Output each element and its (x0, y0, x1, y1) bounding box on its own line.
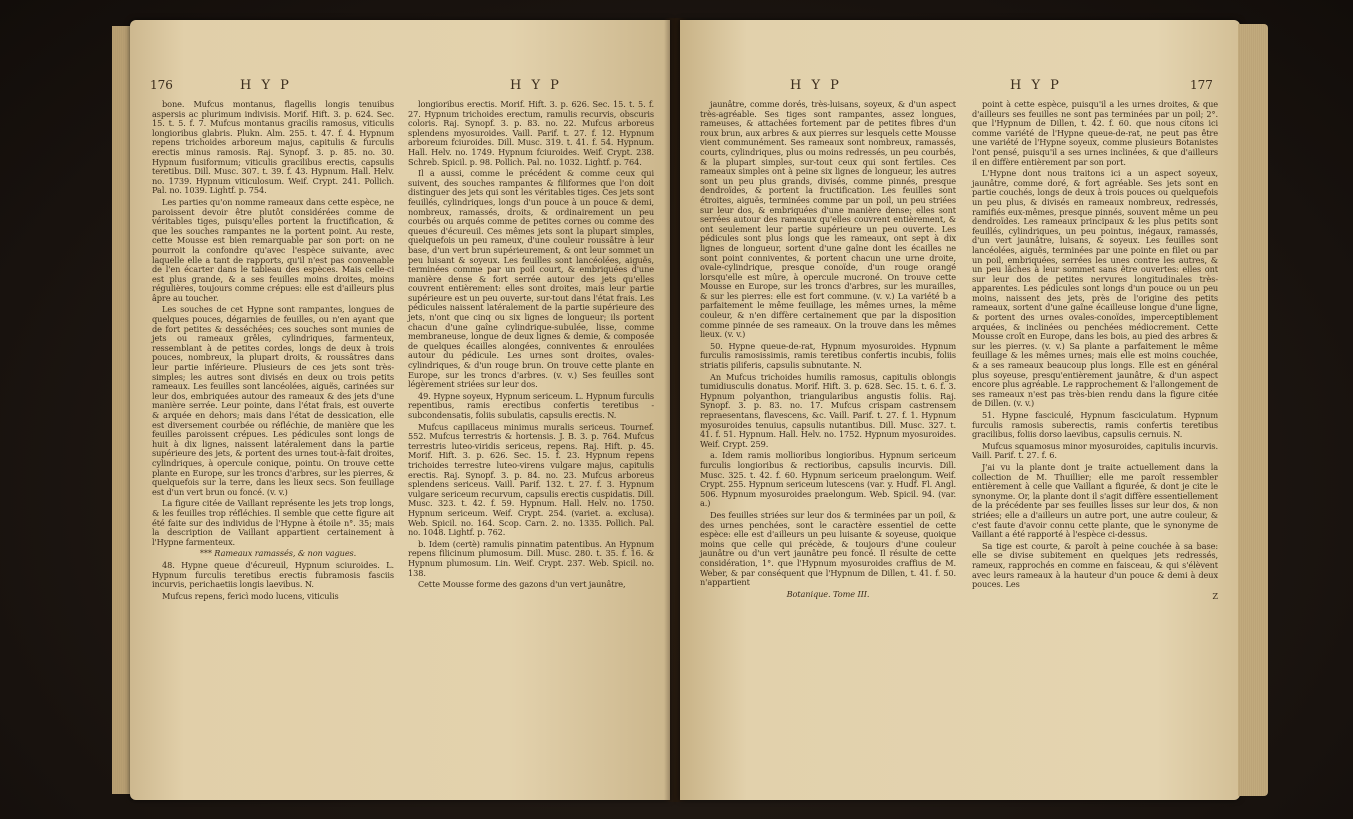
paragraph: Les souches de cet Hypne sont rampantes, longues de quelques pouces, dégarnies de feuilles, ou n'en ayant que de fort petites & desséchées; ces souches sont munies de jets ou rameaux grêles, cylindriques, farmenteux, ressemblant à de petites cordes, longs de deux à trois pouces, nombreux, la plupart droits, & roussâtres dans leur partie inférieure. Plusieurs de ces jets sont très-simples; les autres sont divisés en deux ou trois petits rameaux. Les feuilles sont lancéolées, aiguës, carinées sur leur dos, embriquées autour des rameaux & des jets d'une manière serrée. Leur pointe, dans l'état frais, est ouverte & arquée en dehors; mais dans l'état de dessication, elle est diversement courbée ou réfléchie, de manière que les feuilles paroissent crépues. Les pédicules sont longs de huit à dix lignes, naissent latéralement dans la partie supérieure des jets, & portent des urnes tout-à-fait droites, cylindriques, à opercule conique, pointu. On trouve cette plante en Europe, sur les troncs d'arbres, sur les pierres, & quelquefois sur la terre, dans les lieux secs. Son feuillage est d'un vert brun ou foncé. (v. v.) (152, 304, 394, 497)
paragraph: Il a aussi, comme le précédent & comme ceux qui suivent, des souches rampantes & filiformes que l'on doit distinguer des jets qui sont les véritables tiges. Ces jets sont feuillés, cylindriques, longs d'un pouce à un pouce & demi, nombreux, ramassés, droits, & ordinairement un peu courbés ou arqués comme de petites cornes ou comme des queues d'écureuil. Ces mêmes jets sont la plupart simples, quelquefois un peu rameux, d'une couleur roussâtre à leur base, d'un vert brun supérieurement, & ont leur sommet un peu luisant & soyeux. Les feuilles sont lancéolées, aiguës, terminées comme par un poil court, & embriquées d'une manière dense & fort serrée autour des jets qu'elles couvrent entièrement: elles sont droites, mais leur partie supérieure est un peu ouverte, sur-tout dans l'état frais. Les pédicules naissent latéralement de la partie supérieure des jets, n'ont que cinq ou six lignes de longueur; ils portent chacun d'une gaîne cylindrique-subulée, lisse, comme membraneuse, longue de deux lignes & demie, & composée de quelques écailles alongées, conniventes & enroulées autour du pédicule. Les urnes sont droites, ovales-cylindriques, & d'un rouge brun. On trouve cette plante en Europe, sur les troncs d'arbres. (v. v.) Ses feuilles sont légèrement striées sur leur dos. (408, 168, 654, 390)
running-header-right-1: H Y P (790, 78, 842, 93)
page-edges-left (112, 26, 132, 794)
right-page-column-2 (972, 100, 1218, 603)
running-header-left-2: H Y P (510, 78, 562, 93)
paragraph: bone. Mufcus montanus, flagellis longis tenuibus aspersis ac plurimum indivisis. Morif. Hift. 3. p. 624. Sec. 15. t. 5. f. 7. Mufcus montanus gracilis ramosus, viticulis longioribus glabris. Plukn. Alm. 255. t. 47. f. 4. Hypnum repens trichoides arboreum majus, capitulis & furculis erectis minus ramosis. Raj. Synopf. 3. p. 85. no. 30. Hypnum fusiformum; viticulis gracilibus erectis, capsulis teretibus. Dill. Musc. 307. t. 39. f. 43. Hypnum. Hall. Helv. no. 1739. Hypnum viticulosum. Weif. Crypt. 241. Pollich. Pal. no. 1039. Lightf. p. 754. (152, 99, 394, 196)
right-page-column-1 (700, 100, 956, 601)
paragraph: Des feuilles striées sur leur dos & terminées par un poil, & des urnes penchées, sont le caractère essentiel de cette espèce: elle est d'ailleurs un peu luisante & soyeuse, quoique moins que celle qui précède, & toujours d'une couleur jaunâtre ou d'un vert jaunâtre peu foncé. Il résulte de cette considération, 1°. que l'Hypnum myosuroides craffius de M. Weber, & par conséquent que l'Hypnum de Dillen, t. 41. f. 50. n'appartient (700, 509, 956, 588)
paragraph: L'Hypne dont nous traitons ici a un aspect soyeux, jaunâtre, comme doré, & fort agréable. Ses jets sont en partie couchés, longs de deux à trois pouces ou quelquefois un peu plus, & divisés en rameaux nombreux, redressés, ramifiés eux-mêmes, presque pinnés, souvent même un peu dendroïdes. Les rameaux principaux & les plus petits sont feuillés, cylindriques, un peu pointus, inégaux, ramassés, d'un vert jaunâtre, luisans, & soyeux. Les feuilles sont lancéolées, aiguës, terminées par une pointe en filet ou par un poil, embriquées, serrées les unes contre les autres, & un peu lâches à leur sommet sans être ouvertes: elles ont sur leur dos de petites nervures longitudinales très-apparentes. Les pédicules sont longs d'un pouce ou un peu moins, naissent des jets, près de l'origine des petits rameaux, sortent d'une gaîne écailleuse longue d'une ligne, & portent des urnes ovales-conoïdes, imperceptiblement arquées, & inclinées ou penchées médiocrement. Cette Mousse croît en Europe, dans les bois, au pied des arbres & sur les pierres. (v. v.) Sa plante a parfaitement le même feuillage & les mêmes urnes; mais elle est moins couchée, & a ses rameaux beaucoup plus longs. Elle est en général plus soyeuse, presqu'entièrement jaunâtre, & d'un aspect encore plus agréable. Le rapprochement & l'allongement de ses rameaux n'est pas très-bien rendu dans la figure citée de Dillen. (v. v.) (972, 168, 1218, 409)
paragraph: longioribus erectis. Morif. Hift. 3. p. 626. Sec. 15. t. 5. f. 27. Hypnum trichoides erectum, ramulis recurvis, obscuris coloris. Raj. Synopf. 3. p. 83. no. 22. Mufcus arboreus splendens myosuroides. Vaill. Parif. t. 27. f. 12. Hypnum arboreum fciuroides. Dill. Musc. 319. t. 41. f. 54. Hypnum. Hall. Helv. no. 1749. Hypnum fciuroides. Weif. Crypt. 238. Schreb. Spicil. p. 98. Pollich. Pal. no. 1032. Lightf. p. 764. (408, 99, 654, 167)
paragraph: J'ai vu la plante dont je traite actuellement dans la collection de M. Thuillier; elle me paroît ressembler entièrement à celle que Vaillant a figurée, & dont je cite le synonyme. Or, la plante dont il s'agit diffère essentiellement de la précédente par ses feuilles lisses sur leur dos, & non striées; elle a d'ailleurs un autre port, une autre couleur, & c'est faute d'avoir connu cette plante, que le synonyme de Vaillant a été rapporté à l'espèce ci-dessus. (972, 461, 1218, 540)
running-header-left-1: H Y P (240, 78, 292, 93)
paragraph: Cette Mousse forme des gazons d'un vert jaunâtre, (418, 579, 626, 590)
right-page (680, 20, 1240, 800)
paragraph: Sa tige est courte, & paroît à peine couchée à sa base: elle se divise subitement en quelques jets redressés, rameux, rapprochés en comme en faisceau, & qui s'élèvent avec leurs rameaux à la hauteur d'un pouce & demi à deux pouces. Les (972, 540, 1218, 590)
paragraph: An Mufcus trichoides humilis ramosus, capitulis oblongis tumidiusculis donatus. Morif. Hift. 3. p. 628. Sec. 15. t. 6. f. 3. Hypnum polyanthon, triangularibus angustis foliis. Raj. Synopf. 3. p. 83. no. 17. Mufcus crispam castrensem repraesentans, flavescens, &c. Vaill. Parif. t. 27. f. 1. Hypnum myosuroides tenuius, capsulis nutantibus. Dill. Musc. 327. t. 41. f. 51. Hypnum. Hall. Helv. no. 1752. Hypnum myosuroides. Weif. Crypt. 259. (700, 371, 956, 449)
paragraph: a. Idem ramis mollioribus longioribus. Hypnum sericeum furculis longioribus & rectioribus, capsulis incurvis. Dill. Musc. 325. t. 42. f. 60. Hypnum sericeum praelongum. Weif. Crypt. 255. Hypnum sericeum lutescens (var. y. Hudf. Fl. Angl. 506. Hypnum myosuroides praelongum. Web. Spicil. 94. (var. a.) (700, 450, 956, 509)
left-page-column-1 (152, 100, 394, 603)
left-page-column-2 (408, 100, 654, 592)
running-header-right-2: H Y P (1010, 78, 1062, 93)
paragraph: 50. Hypne queue-de-rat, Hypnum myosuroides. Hypnum furculis ramosissimis, ramis teretibus confertis incubis, foliis striatis piliferis, capsulis subnutante. N. (700, 340, 956, 371)
paragraph: 49. Hypne soyeux, Hypnum sericeum. L. Hypnum furculis repentibus, ramis erectibus confertis teretibus - subcondensatis, foliis subulatis, capsulis erectis. N. (408, 390, 654, 420)
paragraph: Mufcus repens, fericì modo lucens, viticulis (162, 590, 339, 601)
left-page (130, 20, 670, 800)
paragraph: Mufcus squamosus minor myosuroides, capitulis incurvis. Vaill. Parif. t. 27. f. 6. (972, 440, 1218, 461)
paragraph: b. Idem (certè) ramulis pinnatim patentibus. An Hypnum repens filicinum plumosum. Dill. Musc. 280. t. 35. f. 16. & Hypnum plumosum. Lin. Weif. Crypt. 237. Web. Spicil. no. 138. (408, 538, 654, 578)
paragraph: Les parties qu'on nomme rameaux dans cette espèce, ne paroissent devoir être plutôt considérées comme de véritables tiges, puisqu'elles portent la fructification, & que les souches rampantes ne la portent point. Au reste, cette Mousse est bien remarquable par son port: on ne pourroit la confondre qu'avec l'espèce suivante, avec laquelle elle a tant de rapports, qu'il n'est pas convenable de l'en écarter dans le tableau des espèces. Mais celle-ci est plus grande, & a ses feuilles moins droites, moins régulières, toujours comme crépues: elle est d'ailleurs plus âpre au toucher. (152, 196, 394, 303)
page-number-left: 176 (150, 78, 173, 92)
section-heading: *** Rameaux ramassés, & non vagues. (199, 548, 357, 559)
signature-mark: Z (1212, 590, 1218, 601)
page-footer: Botanique. Tome III. (786, 588, 870, 599)
paragraph: 51. Hypne fasciculé, Hypnum fasciculatum. Hypnum furculis ramosis suberectis, ramis confertis teretibus gracilibus, foliis dorso laevibus, capsulis cernuis. N. (972, 410, 1218, 440)
paragraph: jaunâtre, comme dorés, très-luisans, soyeux, & d'un aspect très-agréable. Ses tiges sont rampantes, assez longues, rameuses, & attachées fortement par de petites fibres d'un roux brun, aux arbres & aux pierres sur lesquels cette Mousse vient communément. Ses rameaux sont nombreux, ramassés, courts, cylindriques, plus ou moins redressés, un peu courbés, & la plupart simples, sur-tout ceux qui sont fertiles. Ces rameaux simples ont à peine six lignes de longueur, les autres sont un peu plus grands, divisés, comme pinnés, presque dendroïdes, & portent la fructification. Les feuilles sont étroites, aiguës, terminées comme par un poil, un peu striées sur leur dos, & embriquées d'une manière dense; elles sont serrées autour des rameaux qu'elles couvrent entièrement, & ont seulement leur partie supérieure un peu ouverte. Les pédicules sont plus longs que les rameaux, ont sept à dix lignes de longueur, sortent d'une gaîne dont les écailles ne sont point conniventes, & portent chacun une urne droite, ovale-cylindrique, presque conoïde, d'un rouge orangé lorsqu'elle est mûre, à opercule mucroné. On trouve cette Mousse en Europe, sur les troncs d'arbres, sur les murailles, & sur les pierres: elle est fort commune. (v. v.) La variété b a parfaitement le même feuillage, les mêmes urnes, la même couleur, & n'en diffère certainement que par la disposition comme pinnée de ses rameaux. On la trouve dans les mêmes lieux. (v. v.) (700, 99, 956, 340)
page-number-right: 177 (1190, 78, 1213, 92)
paragraph: Mufcus capillaceus minimus muralis sericeus. Tournef. 552. Mufcus terrestris & hortensis. J. B. 3. p. 764. Mufcus terrestris luteo-viridis sericeus, repens. Raj. Hift. p. 45. Morif. Hift. 3. p. 626. Sec. 15. f. 23. Hypnum repens trichoides terrestre luteo-virens vulgare majus, capitulis erectis. Raj. Synopf. 3. p. 84. no. 23. Mufcus arboreus splendens sericeus. Vaill. Parif. 132. t. 27. f. 3. Hypnum vulgare sericeum recurvum, capsulis erectis cuspidatis. Dill. Musc. 323. t. 42. f. 59. Hypnum. Hall. Helv. no. 1750. Hypnum sericeum. Weif. Crypt. 254. (variet. a. exclusa). Web. Spicil. no. 164. Scop. Carn. 2. no. 1335. Pollich. Pal. no. 1048. Lightf. p. 762. (408, 421, 654, 538)
page-edges-right (1238, 24, 1268, 796)
paragraph: 48. Hypne queue d'écureuil, Hypnum sciuroides. L. Hypnum furculis teretibus erectis fubramosis fasciis incurvis, perichaetiis longis laevibus. N. (152, 559, 394, 590)
paragraph: La figure citée de Vaillant représente les jets trop longs, & les feuilles trop réfléchies. Il semble que cette figure ait été faite sur des individus de l'Hypne à étoile n°. 35; mais la description de Vaillant appartient certainement à l'Hypne farmenteux. (152, 498, 394, 547)
paragraph: point à cette espèce, puisqu'il a les urnes droites, & que d'ailleurs ses feuilles ne sont pas terminées par un poil; 2°. que l'Hypnum de Dillen, t. 42. f. 60. que nous citons ici comme variété de l'Hypne queue-de-rat, ne peut pas être une variété de l'Hypne soyeux, comme plusieurs Botanistes l'ont pensé, puisqu'il a ses urnes inclinées, & que d'ailleurs il en diffère entièrement par son port. (972, 99, 1218, 167)
